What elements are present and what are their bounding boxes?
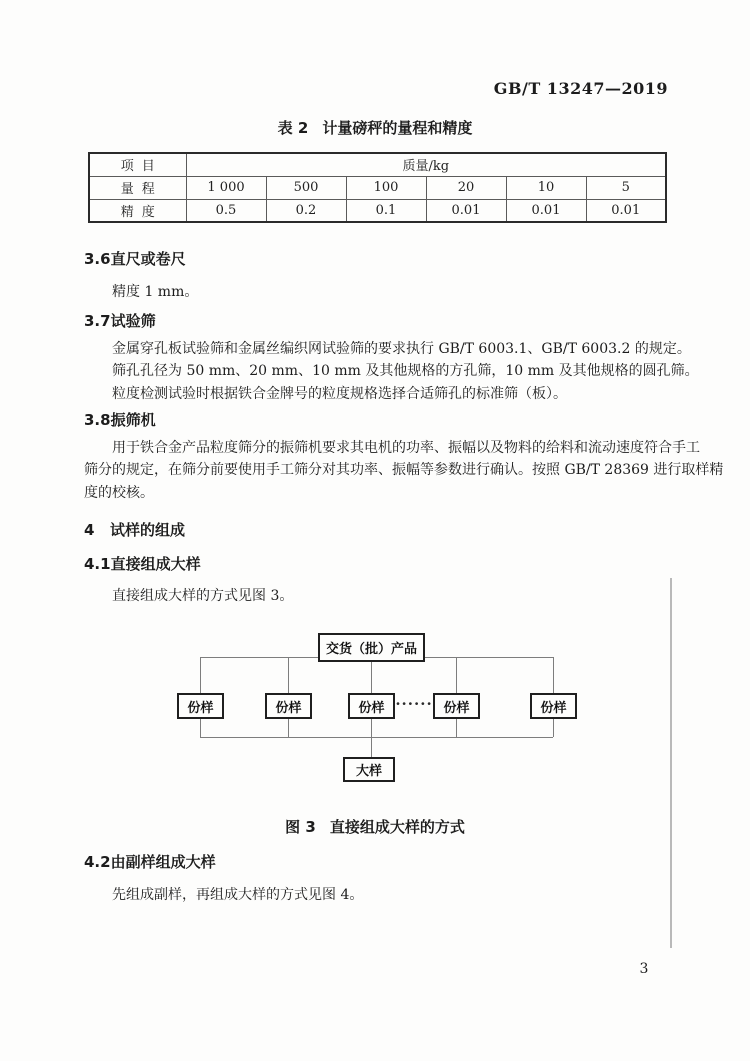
figure-3-diagram: [0, 633, 750, 783]
heading-4-2: [84, 851, 216, 872]
range-value: 100: [346, 176, 426, 199]
increment-sample-box: 份样: [265, 693, 312, 719]
table-header-item: 项目: [89, 153, 186, 176]
range-value: 500: [266, 176, 346, 199]
table-2-title: [0, 117, 750, 138]
table-row: [89, 153, 666, 176]
paragraph-4-1: [84, 585, 674, 607]
table-header-mass: 质量/kg: [186, 153, 666, 176]
table-row: [89, 176, 666, 199]
figure-3-caption-label: 图 3: [285, 818, 316, 836]
section-title: 直尺或卷尺: [110, 250, 186, 268]
precision-value: 0.5: [186, 199, 266, 222]
precision-value: 0.2: [266, 199, 346, 222]
connector-vertical: [371, 719, 372, 757]
precision-value: 0.1: [346, 199, 426, 222]
body-line: 直接组成大样的方式见图 3。: [112, 588, 294, 604]
delivery-lot-product-box: 交货（批）产品: [318, 633, 425, 662]
section-title: 直接组成大样: [110, 555, 201, 573]
standard-number-header: GB/T 13247—2019: [493, 79, 668, 98]
range-value: 20: [426, 176, 506, 199]
connector-vertical: [288, 657, 289, 693]
body-line: 先组成副样，再组成大样的方式见图 4。: [112, 887, 364, 903]
connector-vertical: [553, 657, 554, 693]
heading-4-1: [84, 553, 201, 574]
section-title: 试样的组成: [110, 521, 186, 539]
body-line: 度的校核。: [84, 484, 154, 501]
range-value: 10: [506, 176, 586, 199]
body-line: 用于铁合金产品粒度筛分的振筛机要求其电机的功率、振幅以及物料的给料和流动速度符合手工: [112, 440, 700, 456]
figure-3-caption: [0, 816, 750, 837]
connector-vertical: [456, 719, 457, 737]
section-number: 4.1: [84, 555, 111, 573]
section-title: 试验筛: [110, 312, 156, 330]
gross-sample-box: 大样: [343, 757, 395, 782]
heading-3-7: [84, 310, 156, 331]
section-number: 4.2: [84, 853, 111, 871]
scan-artifact-line: [670, 578, 672, 948]
body-line: 粒度检测试验时根据铁合金牌号的粒度规格选择合适筛孔的标准筛（板）。: [112, 385, 567, 402]
precision-value: 0.01: [506, 199, 586, 222]
paragraph-3-6: [84, 281, 674, 303]
table-row: [89, 199, 666, 222]
range-value: 5: [586, 176, 666, 199]
table-2-title-text: 计量磅秤的量程和精度: [322, 119, 473, 137]
row-range-label: 量程: [89, 176, 186, 199]
figure-3-caption-text: 直接组成大样的方式: [329, 818, 465, 836]
section-number: 3.8: [84, 411, 111, 429]
connector-vertical: [553, 719, 554, 737]
section-title: 振筛机: [110, 411, 156, 429]
table-2: [88, 152, 667, 223]
body-line: 筛孔孔径为 50 mm、20 mm、10 mm 及其他规格的方孔筛，10 mm 及其他规格的圆孔筛。: [112, 363, 699, 380]
heading-3-6: [84, 248, 186, 269]
connector-vertical: [456, 657, 457, 693]
increment-sample-box: 份样: [177, 693, 224, 719]
row-precision-label: 精度: [89, 199, 186, 222]
section-number: 3.6: [84, 250, 111, 268]
increment-sample-box: 份样: [433, 693, 480, 719]
heading-4: [84, 519, 185, 540]
heading-3-8: [84, 409, 156, 430]
table-2-label: 表 2: [277, 119, 309, 137]
page-number: 3: [639, 961, 649, 977]
paragraph-3-8: [84, 437, 724, 504]
connector-vertical: [371, 662, 372, 693]
increment-sample-box: 份样: [348, 693, 395, 719]
paragraph-4-2: [84, 884, 674, 906]
connector-bottom-horizontal: [200, 737, 553, 738]
section-number: 4: [84, 521, 95, 539]
connector-vertical: [200, 657, 201, 693]
section-title: 由副样组成大样: [110, 853, 216, 871]
body-line: 金属穿孔板试验筛和金属丝编织网试验筛的要求执行 GB/T 6003.1、GB/T 6003.2 的规定。: [112, 341, 691, 357]
section-number: 3.7: [84, 312, 111, 330]
connector-vertical: [288, 719, 289, 737]
precision-value: 0.01: [586, 199, 666, 222]
connector-vertical: [200, 719, 201, 737]
range-value: 1 000: [186, 176, 266, 199]
paragraph-3-7: [84, 338, 699, 405]
precision-value: 0.01: [426, 199, 506, 222]
body-line: 筛分的规定，在筛分前要使用手工筛分对其功率、振幅等参数进行确认。按照 GB/T 28369 进行取样精: [84, 462, 724, 479]
ellipsis-dots: ······: [395, 695, 433, 713]
body-line: 精度 1 mm。: [112, 284, 199, 300]
increment-sample-box: 份样: [530, 693, 577, 719]
